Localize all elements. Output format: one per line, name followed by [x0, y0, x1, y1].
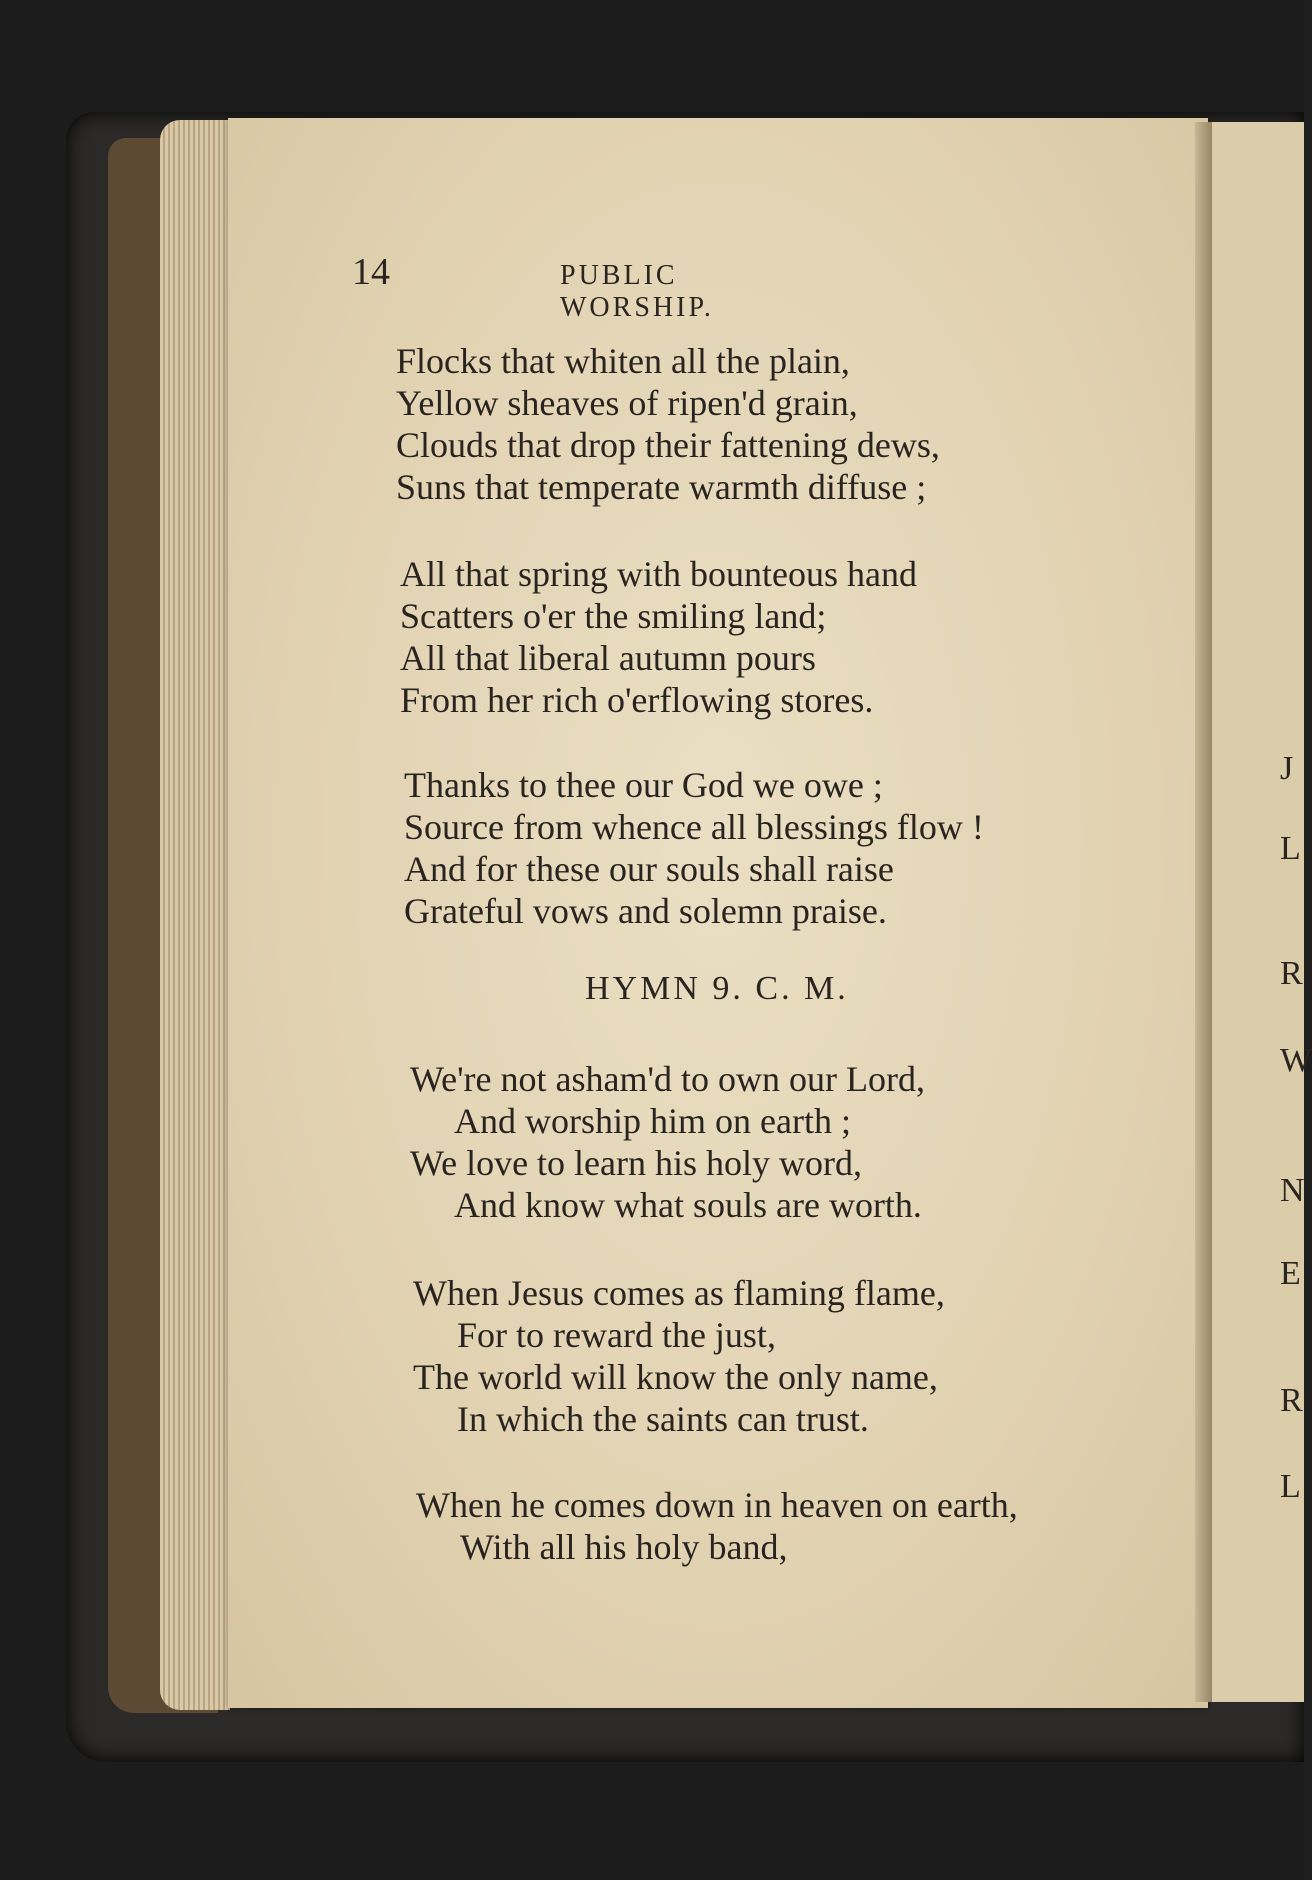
verse-line: From her rich o'erflowing stores. — [400, 680, 874, 720]
running-head-title: PUBLIC WORSHIP. — [560, 260, 714, 323]
verse-line: All that spring with bounteous hand — [400, 554, 917, 594]
verse-line: Thanks to thee our God we owe ; — [404, 765, 883, 805]
facing-page-letter: J — [1280, 750, 1294, 787]
verse-line-indented: With all his holy band, — [460, 1527, 788, 1567]
verse-line-indented: For to reward the just, — [457, 1315, 776, 1355]
hymn-stanza-2 — [413, 1272, 945, 1440]
verse-line: Yellow sheaves of ripen'd grain, — [396, 383, 858, 423]
verse-line: Clouds that drop their fattening dews, — [396, 425, 940, 465]
facing-page-letter: L — [1280, 830, 1301, 867]
verse-line: The world will know the only name, — [413, 1357, 938, 1397]
verse-line: Scatters o'er the smiling land; — [400, 596, 827, 636]
verse-line: All that liberal autumn pours — [400, 638, 816, 678]
hymn-heading: HYMN 9. C. M. — [585, 970, 849, 1007]
facing-page-letter: R — [1280, 955, 1303, 992]
page-number: 14 — [352, 251, 390, 293]
verse-line: We love to learn his holy word, — [410, 1143, 863, 1183]
verse-line: Source from whence all blessings flow ! — [404, 807, 984, 847]
right-page — [1212, 122, 1304, 1702]
page-edges — [160, 120, 230, 1710]
facing-page-letter: N — [1280, 1172, 1305, 1209]
stanza-3 — [404, 764, 984, 932]
stanza-1 — [396, 340, 940, 508]
verse-line: When he comes down in heaven on earth, — [416, 1485, 1018, 1525]
hymn-stanza-3 — [416, 1484, 1018, 1568]
verse-line: When Jesus comes as flaming flame, — [413, 1273, 945, 1313]
verse-line: We're not asham'd to own our Lord, — [410, 1059, 925, 1099]
verse-line: Flocks that whiten all the plain, — [396, 341, 850, 381]
verse-line: Grateful vows and solemn praise. — [404, 891, 887, 931]
facing-page-letter: E — [1280, 1255, 1301, 1292]
verse-line: And for these our souls shall raise — [404, 849, 894, 889]
verse-line-indented: In which the saints can trust. — [457, 1399, 869, 1439]
verse-line-indented: And worship him on earth ; — [454, 1101, 851, 1141]
verse-line: Suns that temperate warmth diffuse ; — [396, 467, 927, 507]
facing-page-letter: W — [1280, 1042, 1312, 1079]
facing-page-letter: R — [1280, 1382, 1303, 1419]
verse-line-indented: And know what souls are worth. — [454, 1185, 922, 1225]
stanza-2 — [400, 553, 917, 721]
facing-page-letter: L — [1280, 1468, 1301, 1505]
hymn-stanza-1 — [410, 1058, 925, 1226]
